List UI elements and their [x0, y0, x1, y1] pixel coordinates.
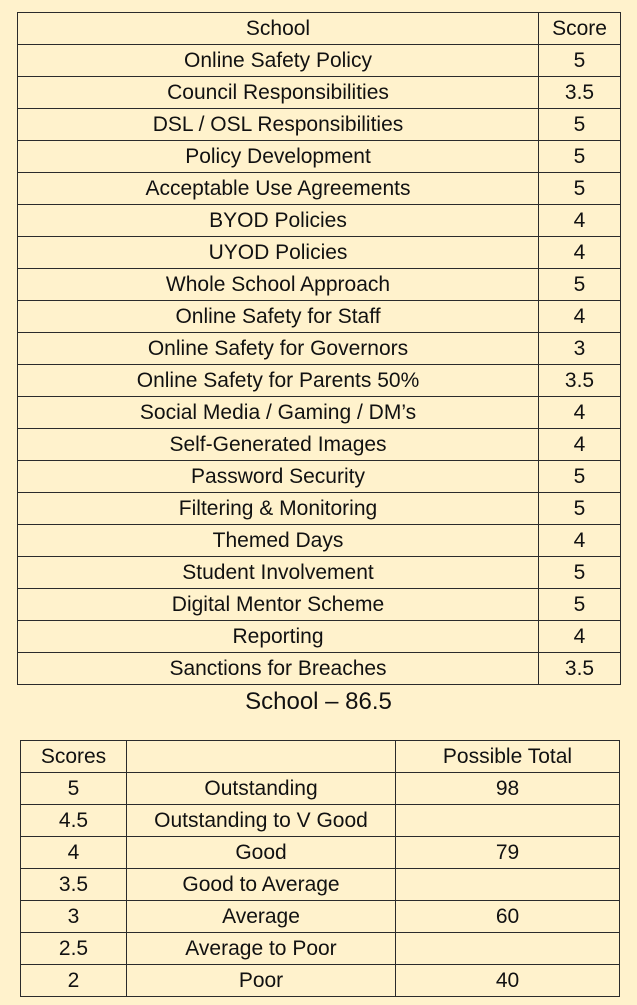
- category-cell: Digital Mentor Scheme: [18, 589, 539, 621]
- score-cell: 4: [539, 205, 621, 237]
- legend-total-cell: [396, 805, 620, 837]
- table-row: [18, 461, 621, 493]
- legend-rating-cell: Average to Poor: [127, 933, 396, 965]
- score-cell: 4: [539, 429, 621, 461]
- table-row: [18, 173, 621, 205]
- legend-rating-cell: Good: [127, 837, 396, 869]
- legend-total-cell: 98: [396, 773, 620, 805]
- table-row: [18, 493, 621, 525]
- score-cell: 5: [539, 461, 621, 493]
- table-row: [21, 837, 620, 869]
- table-row: [18, 237, 621, 269]
- table-row: [18, 269, 621, 301]
- header-school: School: [18, 13, 539, 45]
- category-cell: Social Media / Gaming / DM’s: [18, 397, 539, 429]
- legend-total-cell: 79: [396, 837, 620, 869]
- category-cell: Online Safety for Governors: [18, 333, 539, 365]
- legend-score-cell: 4.5: [21, 805, 127, 837]
- category-cell: Sanctions for Breaches: [18, 653, 539, 685]
- category-cell: UYOD Policies: [18, 237, 539, 269]
- category-cell: Acceptable Use Agreements: [18, 173, 539, 205]
- legend-score-cell: 2.5: [21, 933, 127, 965]
- score-cell: 4: [539, 301, 621, 333]
- legend-score-cell: 5: [21, 773, 127, 805]
- score-cell: 4: [539, 397, 621, 429]
- legend-table-body: [21, 773, 620, 997]
- table-row: [18, 301, 621, 333]
- table-row: [18, 621, 621, 653]
- score-cell: 5: [539, 493, 621, 525]
- score-cell: 5: [539, 269, 621, 301]
- legend-total-cell: 60: [396, 901, 620, 933]
- table-row: [18, 429, 621, 461]
- legend-rating-cell: Good to Average: [127, 869, 396, 901]
- legend-total-cell: 40: [396, 965, 620, 997]
- category-cell: Reporting: [18, 621, 539, 653]
- table-row: [18, 557, 621, 589]
- category-cell: BYOD Policies: [18, 205, 539, 237]
- table-row: [18, 397, 621, 429]
- legend-total-cell: [396, 933, 620, 965]
- table-row: [18, 525, 621, 557]
- table-row: [21, 805, 620, 837]
- category-cell: Online Safety Policy: [18, 45, 539, 77]
- school-total: School – 86.5: [245, 688, 392, 715]
- category-cell: Online Safety for Staff: [18, 301, 539, 333]
- score-cell: 5: [539, 173, 621, 205]
- score-table-body: [18, 45, 621, 685]
- score-legend-table: [20, 740, 620, 997]
- table-row: [18, 589, 621, 621]
- category-cell: Council Responsibilities: [18, 77, 539, 109]
- table-row: [21, 869, 620, 901]
- header-possible-total: Possible Total: [396, 741, 620, 773]
- table-row: [18, 109, 621, 141]
- legend-rating-cell: Outstanding to V Good: [127, 805, 396, 837]
- table-row: [18, 77, 621, 109]
- score-cell: 5: [539, 45, 621, 77]
- table-row: [18, 333, 621, 365]
- category-cell: DSL / OSL Responsibilities: [18, 109, 539, 141]
- score-cell: 3: [539, 333, 621, 365]
- legend-score-cell: 2: [21, 965, 127, 997]
- legend-rating-cell: Poor: [127, 965, 396, 997]
- category-cell: Self-Generated Images: [18, 429, 539, 461]
- table-row: [18, 653, 621, 685]
- score-cell: 4: [539, 525, 621, 557]
- category-cell: Student Involvement: [18, 557, 539, 589]
- legend-total-cell: [396, 869, 620, 901]
- header-score: Score: [539, 13, 621, 45]
- header-scores: Scores: [21, 741, 127, 773]
- score-cell: 3.5: [539, 365, 621, 397]
- category-cell: Online Safety for Parents 50%: [18, 365, 539, 397]
- table-row: [18, 141, 621, 173]
- table-row: [21, 965, 620, 997]
- score-cell: 5: [539, 557, 621, 589]
- category-cell: Password Security: [18, 461, 539, 493]
- score-cell: 5: [539, 109, 621, 141]
- table-row: [18, 205, 621, 237]
- score-cell: 5: [539, 141, 621, 173]
- table-row: [21, 901, 620, 933]
- category-cell: Themed Days: [18, 525, 539, 557]
- legend-score-cell: 4: [21, 837, 127, 869]
- table-row: [18, 365, 621, 397]
- score-cell: 4: [539, 237, 621, 269]
- score-cell: 3.5: [539, 653, 621, 685]
- category-cell: Whole School Approach: [18, 269, 539, 301]
- legend-header-row: [21, 741, 620, 773]
- score-table-header-row: [18, 13, 621, 45]
- table-row: [21, 933, 620, 965]
- legend-score-cell: 3.5: [21, 869, 127, 901]
- legend-rating-cell: Average: [127, 901, 396, 933]
- score-cell: 3.5: [539, 77, 621, 109]
- legend-rating-cell: Outstanding: [127, 773, 396, 805]
- category-cell: Policy Development: [18, 141, 539, 173]
- header-rating: [127, 741, 396, 773]
- school-score-table: [17, 12, 621, 685]
- score-cell: 5: [539, 589, 621, 621]
- table-row: [18, 45, 621, 77]
- legend-score-cell: 3: [21, 901, 127, 933]
- table-row: [21, 773, 620, 805]
- score-cell: 4: [539, 621, 621, 653]
- category-cell: Filtering & Monitoring: [18, 493, 539, 525]
